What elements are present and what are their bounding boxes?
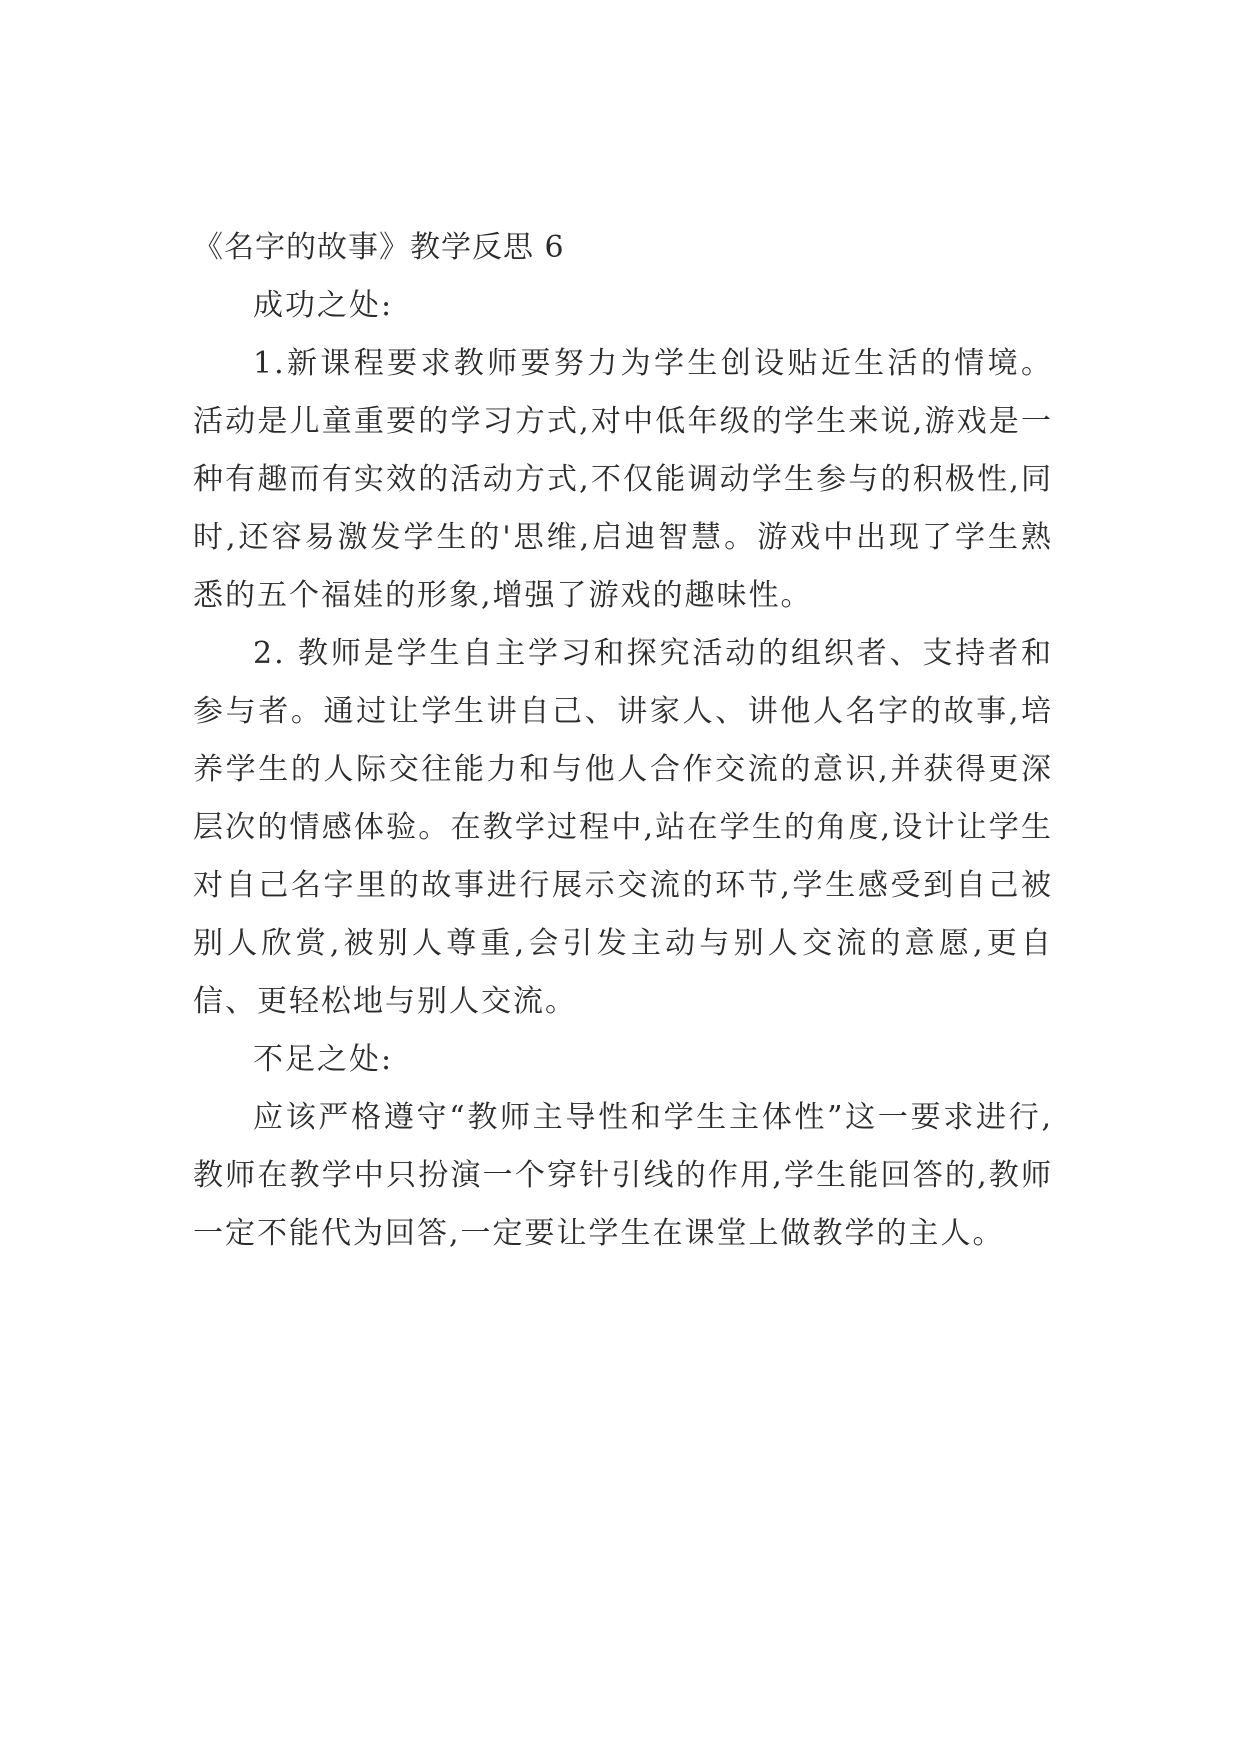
shortcoming-paragraph: 应该严格遵守“教师主导性和学生主体性”这一要求进行,教师在教学中只扮演一个穿针引线的作用,学生能回答的,教师一定不能代为回答,一定要让学生在课堂上做教学的主人。 [193, 1100, 1053, 1251]
success-heading: 成功之处: [253, 288, 394, 323]
success-point-1: 1.新课程要求教师要努力为学生创设贴近生活的情境。活动是儿童重要的学习方式,对中低年级的学生来说,游戏是一种有趣而有实效的活动方式,不仅能调动学生参与的积极性,同时,还容易激发学生的'思维,启迪智慧。游戏中出现了学生熟悉的五个福娃的形象,增强了游戏的趣味性。 [193, 346, 1053, 613]
document-title: 《名字的故事》教学反思 6 [193, 230, 565, 265]
success-point-2: 2. 教师是学生自主学习和探究活动的组织者、支持者和参与者。通过让学生讲自己、讲家人、讲他人名字的故事,培养学生的人际交往能力和与他人合作交流的意识,并获得更深层次的情感体验。在教学过程中,站在学生的角度,设计让学生对自己名字里的故事进行展示交流的环节,学生感受到自己被别人欣赏,被别人尊重,会引发主动与别人交流的意愿,更自信、更轻松地与别人交流。 [193, 636, 1053, 1019]
document-page [193, 218, 1053, 1263]
shortcoming-heading: 不足之处: [253, 1042, 394, 1077]
